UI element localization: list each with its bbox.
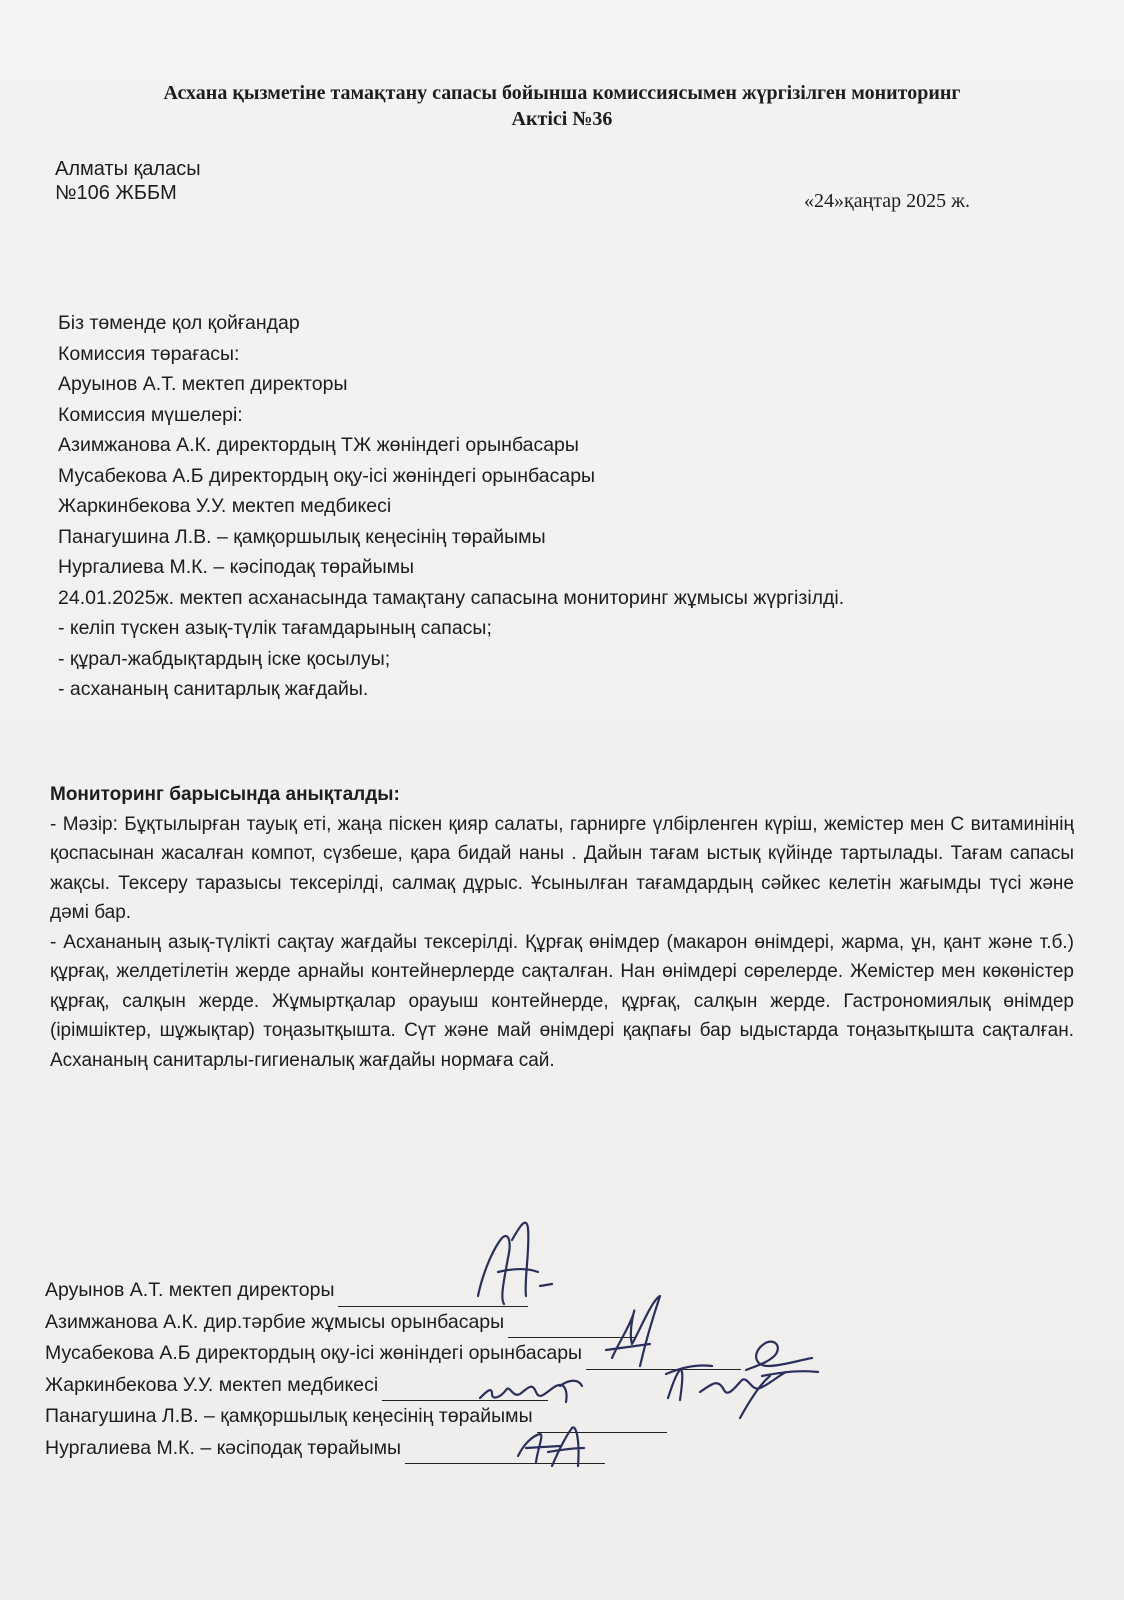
signature-block <box>45 1275 741 1464</box>
intro-line: Біз төменде қол қойғандар <box>58 312 300 334</box>
signature-line <box>338 1286 528 1307</box>
intro-line: Комиссия төрағасы: <box>58 342 240 365</box>
signature-line <box>405 1443 605 1464</box>
intro-line: Мусабекова А.Б директордың оқу-ісі жөніндегі орынбасары <box>58 464 596 487</box>
signer-label: Азимжанова А.К. дир.тәрбие жұмысы орынбасары <box>45 1310 505 1333</box>
signature-line <box>586 1349 741 1370</box>
signature-row <box>45 1433 741 1465</box>
school-label: №106 ЖББМ <box>55 182 177 204</box>
intro-line: Нургалиева М.К. – кәсіподақ төрайымы <box>58 556 415 578</box>
signature-row <box>45 1370 741 1402</box>
signature-musabekova <box>746 1342 818 1376</box>
city-label: Алматы қаласы <box>55 158 201 180</box>
document-title: Асхана қызметіне тамақтану сапасы бойынша комиссиясымен жүргізілген мониторинг <box>163 82 961 104</box>
intro-line: - құрал-жабдықтардың іске қосылуы; <box>58 647 391 670</box>
signer-label: Панагушина Л.В. – қамқоршылық кеңесінің төрайымы <box>45 1405 533 1427</box>
signer-label: Аруынов А.Т. мектеп директоры <box>45 1279 335 1301</box>
document-date: «24»қаңтар 2025 ж. <box>804 190 970 212</box>
signature-line <box>382 1380 548 1401</box>
findings-paragraph-storage: - Асхананың азық-түлікті сақтау жағдайы тексерілді. Құрғақ өнімдер (макарон өнімдері, жарма, ұн, қант және т.б.) құрғақ, желдетілетін жерде арнайы контейнерлерде сақталған. Нан өнімдері сөрелерде. Жемістер мен көкөністер құрғақ, салқын жерде. Жұмыртқалар орауыш контейнерде, құрғақ, салқын жерде. Гастрономиялық өнімдер (ірімшіктер, шұжықтар) тоңазытқышта. Сүт және май өнімдері қақпағы бар ыдыстарда тоңазытқышта сақталған. Асхананың санитарлы-гигиеналық жағдайы нормаға сай. <box>50 931 1074 1071</box>
signature-line <box>508 1317 636 1338</box>
signer-label: Жаркинбекова У.У. мектеп медбикесі <box>45 1373 379 1396</box>
signature-row <box>45 1275 741 1307</box>
intro-line: Комиссия мүшелері: <box>58 403 243 426</box>
intro-line: Азимжанова А.К. директордың ТЖ жөніндегі орынбасары <box>58 434 579 456</box>
signature-line <box>537 1412 667 1433</box>
signer-label: Мусабекова А.Б директордың оқу-ісі жөніндегі орынбасары <box>45 1342 583 1364</box>
act-number: Актісі №36 <box>511 108 613 130</box>
intro-block <box>58 308 844 705</box>
intro-line: Панагушина Л.В. – қамқоршылық кеңесінің төрайымы <box>58 525 546 548</box>
signature-row <box>45 1307 741 1339</box>
intro-line: Жаркинбекова У.У. мектеп медбикесі <box>58 495 392 517</box>
findings-paragraph-menu: - Мәзір: Бұқтылырған тауық еті, жаңа піскен қияр салаты, гарнирге үлбірленген күріш, жемістер мен С витаминінің қоспасынан жасалған компот, сүзбеше, қара бидай наны . Дайын тағам ыстық күйінде тартылады. Тағам сапасы жақсы. Тексеру таразысы тексерілді, салмақ дұрыс. Ұсынылған тағамдардың сәйкес келетін жағымды түсі және дәмі бар. <box>50 813 1074 923</box>
intro-line: Аруынов А.Т. мектеп директоры <box>58 373 348 395</box>
findings-section <box>50 780 1074 1075</box>
intro-line: - асхананың санитарлық жағдайы. <box>58 678 369 700</box>
findings-heading: Мониторинг барысында анықталды: <box>50 784 400 805</box>
signature-row <box>45 1338 741 1370</box>
signer-label: Нургалиева М.К. – кәсіподақ төрайымы <box>45 1436 402 1459</box>
intro-line: 24.01.2025ж. мектеп асханасында тамақтану сапасына мониторинг жұмысы жүргізілді. <box>58 586 845 609</box>
signature-row <box>45 1401 741 1433</box>
intro-line: - келіп түскен азық-түлік тағамдарының сапасы; <box>58 617 492 639</box>
